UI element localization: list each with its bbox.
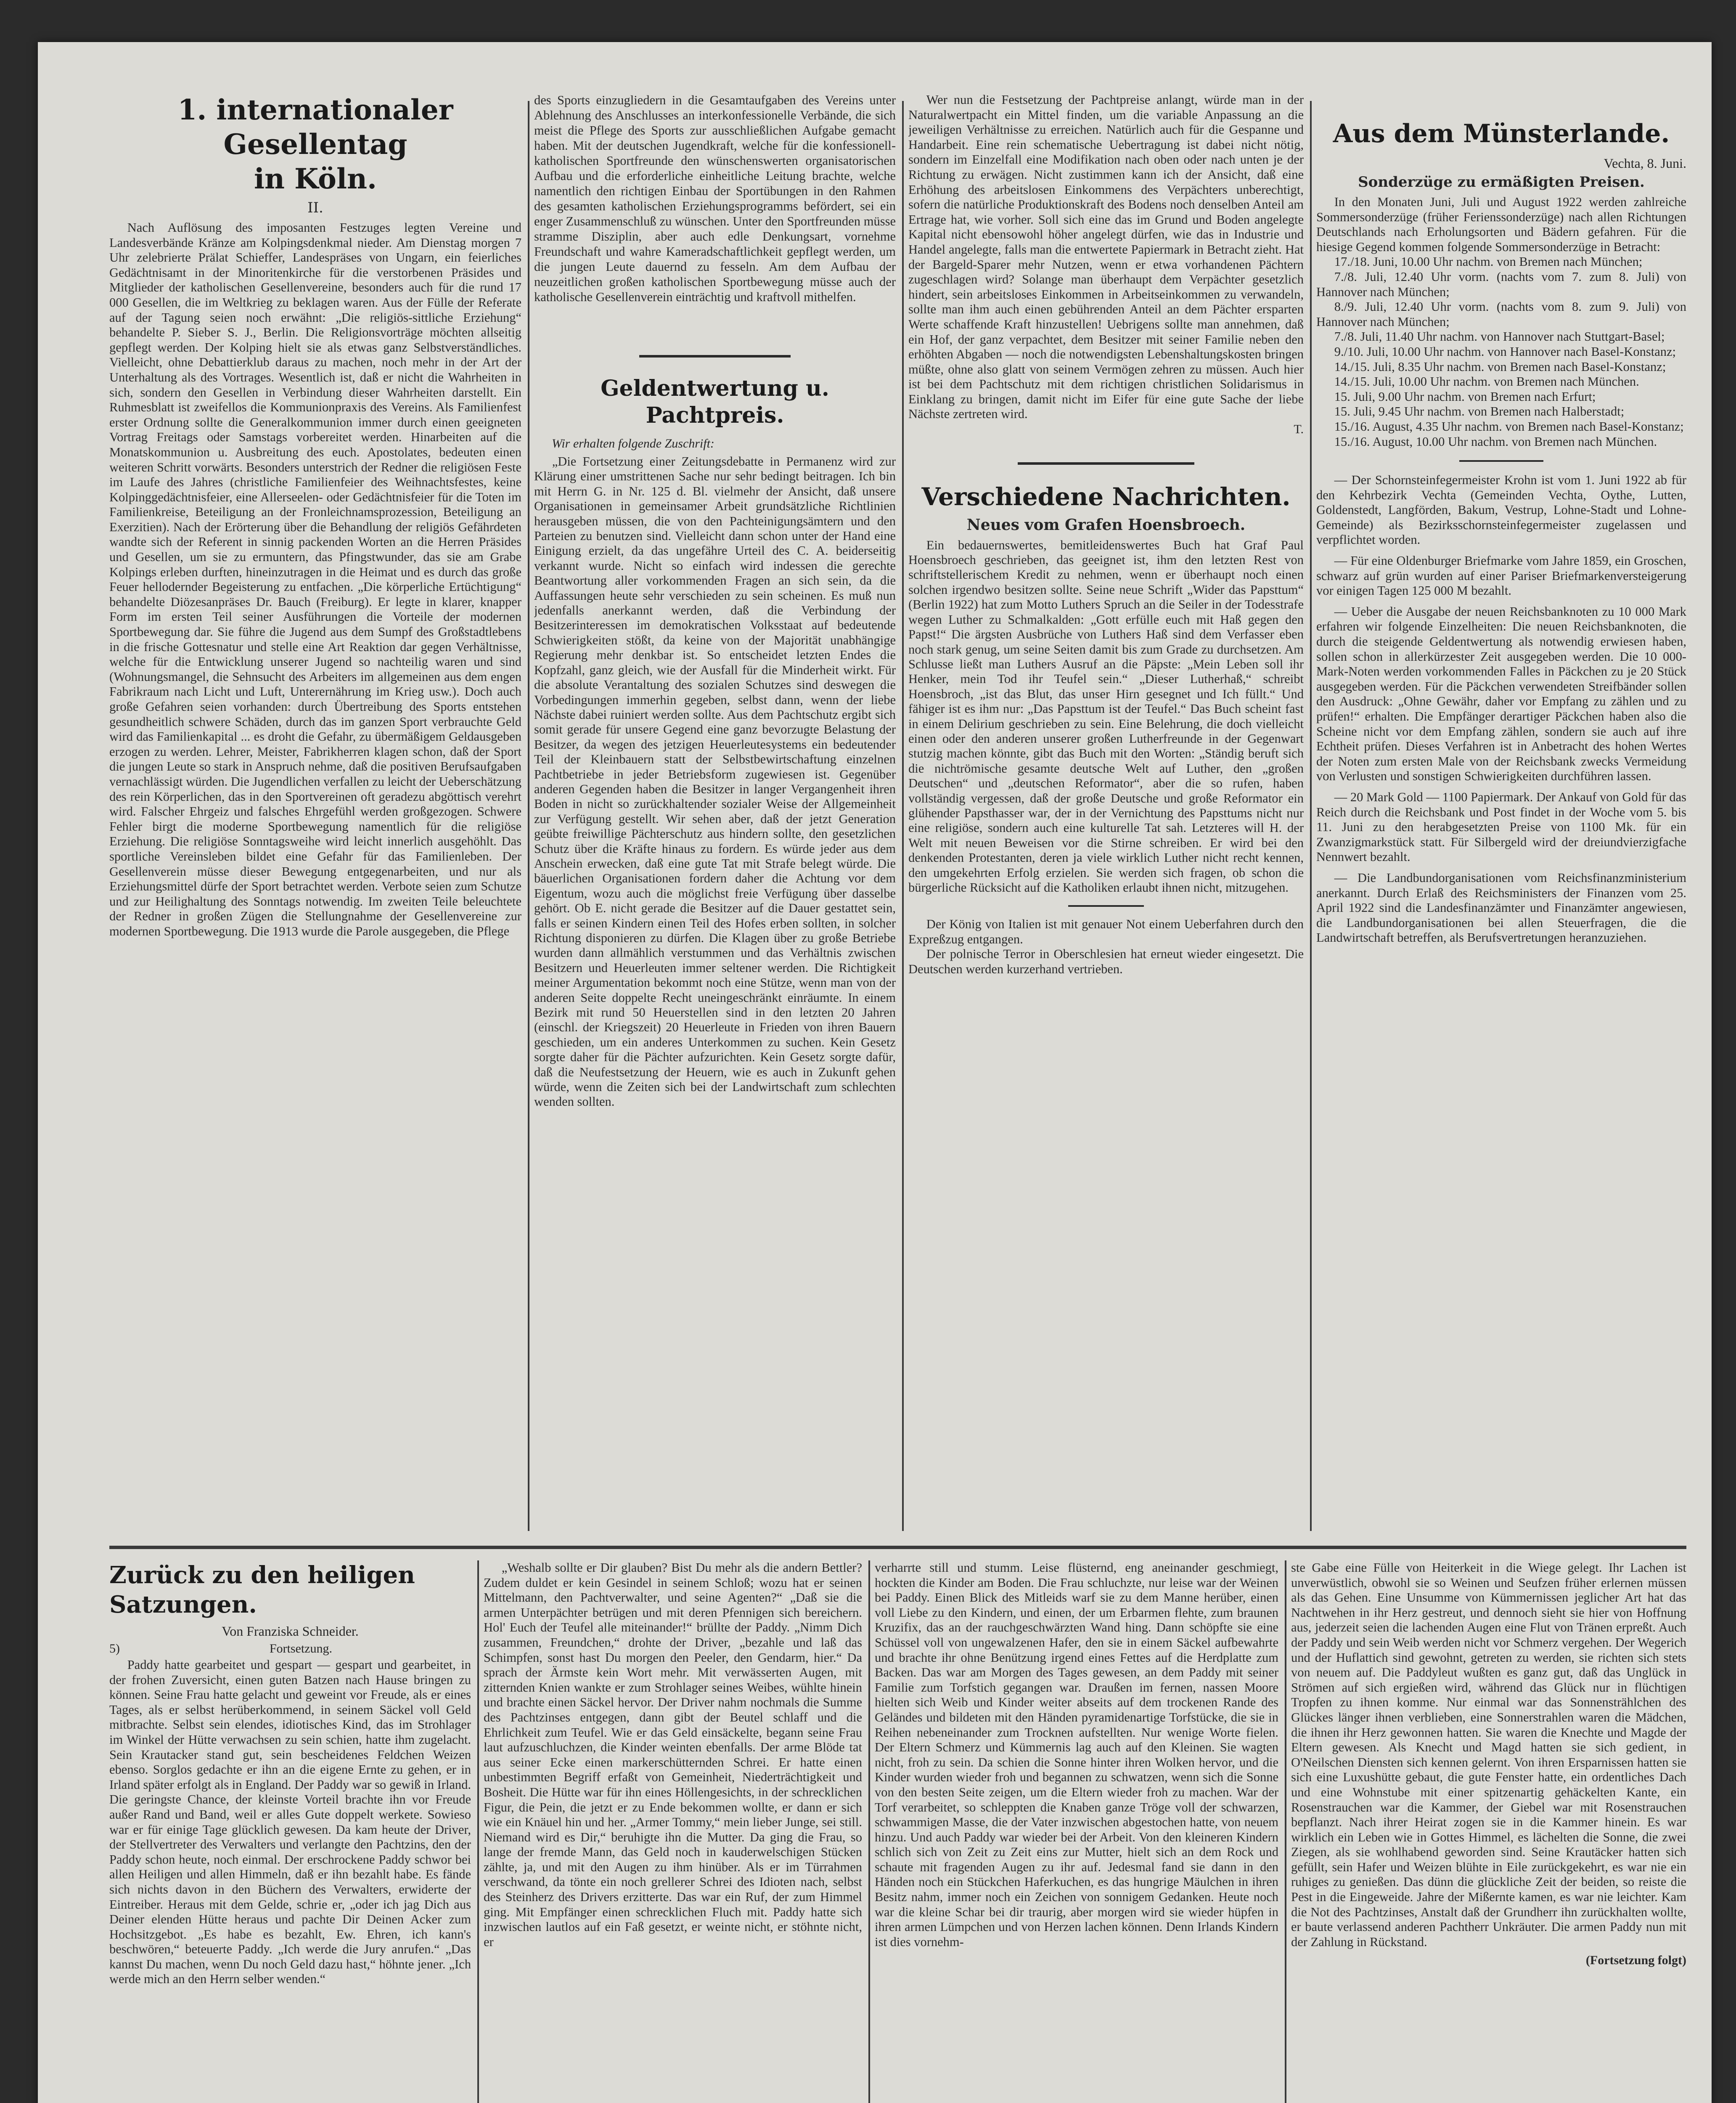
article-body-geldentwertung: [534, 454, 896, 1110]
serial-column-2: [484, 1560, 862, 2103]
serial-body-2: [484, 1560, 862, 1949]
serial-body-4: [1291, 1560, 1686, 1968]
train-item: 7./8. Juli, 11.40 Uhr nachm. von Hannover nach Stuttgart-Basel;: [1334, 329, 1665, 344]
news-item-oberschlesien: Der polnische Terror in Oberschlesien hat erneut wieder eingesetzt. Die Deutschen werden kurzerhand vertrieben.: [908, 947, 1304, 976]
serial-column-1: [109, 1560, 471, 2103]
article-title-gesellentag: [109, 93, 521, 196]
train-item: 8./9. Juli, 12.40 Uhr vorm. (nachts vom 8. zum 9. Juli) von Hannover nach München;: [1316, 299, 1686, 329]
article-title-verschiedene: Verschiedene Nachrichten.: [921, 482, 1291, 511]
train-item: 15. Juli, 9.45 Uhr nachm. von Bremen nach Halberstadt;: [1334, 404, 1625, 419]
article-body-gesellentag: [109, 220, 521, 939]
article-part: II.: [307, 199, 323, 216]
column-3: [908, 93, 1304, 1539]
serial-column-3: [875, 1560, 1278, 2103]
train-item: 17./18. Juni, 10.00 Uhr nachm. von Bremen nach München;: [1334, 254, 1643, 269]
train-item: 15. Juli, 9.00 Uhr nachm. von Bremen nach Erfurt;: [1334, 389, 1596, 404]
column-divider: [902, 101, 904, 1531]
serial-title: Zurück zu den heiligen Satzungen.: [109, 1561, 415, 1618]
item-separator: [1068, 905, 1144, 907]
column-divider: [868, 1560, 870, 2103]
article-body-gesellentag-cont: [534, 93, 896, 305]
article-body-muensterlande: [1316, 195, 1686, 946]
serial-body-3: [875, 1560, 1278, 1949]
article-paragraph: Ein bedauernswertes, bemitleidenswertes Buch hat Graf Paul Hoensbroech geschrieben, das geeignet ist, ihm den letzten Rest von schriftstellerischem Kredit zu nehmen, wenn er überhaupt noch einen solchen irgendwo besitzen sollte. Seine neue Schrift „Wider das Papsttum“ (Berlin 1922) hat zum Motto Luthers Spruch an die Seiler in der Todesstrafe wegen Luther zu Schmalkalden: „Gott erfülle euch mit Haß gegen den Papst!“ Die ärgsten Ausbrüche von Luthers Haß sind dem Verfasser eben noch stark genug, um seine Seiten damit bis zum Grade zu durchsetzen. Am Schlusse ließt man Luthers Ausruf an die Päpste: „Mein Leben soll ihr Henker, mein Tod ihr Teufel sein.“ „Dieser Lutherhaß,“ schreibt Hoensbroch, „ist das Blut, das unser Hirn gesegnet und Ich füllt.“ Und fähiger ist es ihm nur: „Das Papsttum ist der Teufel.“ Das Buch scheint fast in einem Delirium geschrieben zu sein. Eine Belehrung, die doch vielleicht einen oder den anderen unserer großen Lutherfreunde in der Gegenwart stutzig machen könnte, gibt das Buch mit den Worten: „Ständig beruft sich die nichtrömische gesamte deutsche Welt auf Luther, den „großen Deutschen“ und „deutschen Reformator“, aber die so rufen, haben vollständig vergessen, daß der große Deutsche und große Reformator ein glühender Papsthasser war, der in der Vernichtung des Papsttums nicht nur eine religiöse, sondern auch eine kulturelle Tat sah. Letzteres will H. der Welt mit neuen Beweisen vor die Stirne schreiben. Er wird bei den denkenden Protestanten, deren ja viele wirklich Luther nicht recht kennen, den umgekehrten Erfolg erzielen. Sie werden sich fragen, ob schon die bürgerliche Rücksicht auf die Katholiken erlaubt ihnen nicht, mitzugehen.: [908, 538, 1304, 895]
local-news-item: — Ueber die Ausgabe der neuen Reichsbanknoten zu 10 000 Mark erfahren wir folgende Einzelheiten: Die neuen Reichsbanknoten, die durch die steigende Geldentwertung als notwendig erwiesen haben, sollen schon in allerkürzester Zeit ausgegeben werden. Die 10 000-Mark-Noten werden vorkommenden Falles in Päckchen zu je 20 Stück ausgegeben werden. Für die Päckchen verwendeten Streifbänder sollen den Ausdruck: „Ohne Gewähr, daher vor Empfang zu zählen und zu prüfen!“ erhalten. Die Empfänger derartiger Päckchen haben also die Scheine nicht vor dem Empfang zählen, sondern sie auch auf ihre Echtheit prüfen. Dieses Verfahren ist in Anbetracht des hohen Wertes der Noten zum ersten Male von der Reichsbank zwecks Vermeidung von Verlusten und sonstigen Schwierigkeiten durchführen lassen.: [1316, 604, 1686, 784]
serial-author: Von Franziska Schneider.: [222, 1624, 359, 1639]
article-separator: [1018, 462, 1194, 465]
column-2: [534, 93, 896, 1539]
train-item: 15./16. August, 10.00 Uhr nachm. von Bremen nach München.: [1334, 434, 1657, 449]
serial-paragraph: ste Gabe eine Fülle von Heiterkeit in die Wiege gelegt. Ihr Lachen ist unverwüstlich, obwohl sie so Weinen und Seufzen früher erlernen müssen als das Gehen. Eine Unsumme von Kümmernissen jeglicher Art hat das Nachtwehen in ihr Herz gestreut, und dennoch sieht sie hier von Hoffnung aus, jederzeit seien die lachenden Augen eine Flut von Tränen erpreßt. Auch der Paddy und sein Weib werden nicht vor Schmerz vergehen. Der Wegerich und der Huflattich sind gewohnt, getreten zu werden, sie richten sich stets von neuem auf. Die Paddyleut wußten es ganz gut, daß das Unglück in Strömen auf sich ergießen wird, während das Glück nur in flüchtigen Tropfen zu ihnen komme. Nur einmal war das Sonnenstrählchen des Glückes länger ihnen verblieben, eine Sonnerstrahlen waren die Mädchen, die ihnen ihr Herz gewonnen hatten. Sie waren die Knechte und Magde der Eltern gewesen. Als Knecht und Magd hatten sie sich gedient, in O'Neilschen Diensten sich kennen gelernt. Von ihren Ersparnissen hatten sie sich eine Luxushütte gebaut, die gute Fenster hatte, ein ordentliches Dach und eine Wohnstube mit einer spitzenartig gehäckelten Kante, ein Rosenstrauchen war die Kammer, der Giebel war mit Rosenstrauchen bepflanzt. Nach ihrer Heirat zogen sie in die Kammer hinein. Es war wirklich ein Leben wie in Gottes Himmel, es lächelten die Sonne, die zwei Ziegen, als sie wohlhabend geworden sind. Seine Krautäcker hatten sich gefüllt, sein Hafer und Weizen blühte in Eile zurückgekehrt, es war nie ein ruhiges zu genießen. Das dünn die glückliche Zeit der beiden, so reiste die Pest in die Eingeweide. Jahre der Mißernte kamen, es war nie leichter. Kam die Not des Pachtzinses, Anstalt daß der Grundherr ihn zurückhalten wollte, er baute verlassend anderen Pachtherr Unkräuter. Die armen Paddy nun mit der Zahlung in Rückstand.: [1291, 1560, 1686, 1949]
serial-paragraph: Paddy hatte gearbeitet und gespart — gespart und gearbeitet, in der frohen Zuversicht, einen guten Batzen nach Hause bringen zu können. Seine Frau hatte gelacht und geweint vor Freude, als er eines Tages, als er selbst herüberkommend, in seinem Säckel voll Geld mitbrachte. Selbst sein elendes, idiotisches Kind, das im Strohlager im Winkel der Hütte verwachsen zu sein schien, hatte ihm zugelacht. Sein Krautacker stand gut, sein bescheidenes Feldchen Weizen ebenso. Sorglos gedachte er ihn an die eigene Ernte zu gehen, er in Irland später erfolgt als in England. Der Paddy war so gewiß in Irland. Die geringste Chance, der kleinste Vorteil brachte ihn vor Freude außer Rand und Band, weil er alles Gute doppelt werkete. Sowieso war er für einige Tage glücklich gewesen. Da kam heute der Driver, der Stellvertreter des Verwalters und verlangte den Pachtzins, den der Paddy schon heute, noch einmal. Der erschrockene Paddy schwor bei allen Heiligen und allen Himmeln, daß er ihn bezahlt habe. Es fände sich nichts davon in den Büchern des Verwalters, erwiderte der Eintreiber. Heraus mit dem Gelde, schrie er, „oder ich jag Dich aus Deiner elenden Hütte heraus und pachte Dir Deinen Acker zum Hochsitzgebot. „Es habe es bezahlt, Ew. Ehren, ich kann's beschwören,“ beteuerte Paddy. „Ich werde die Jury anrufen.“ „Das kannst Du machen, wenn Du noch Geld dazu hast,“ höhnte jener. „Ich werde mich an den Herrn selber wenden.“: [109, 1658, 471, 1986]
newspaper-page: [38, 42, 1712, 2103]
serial-end-note: (Fortsetzung folgt): [1585, 1953, 1686, 1968]
article-paragraph: „Die Fortsetzung einer Zeitungsdebatte in Permanenz wird zur Klärung einer umstrittenen Sache nur sehr bedingt beitragen. Ich bin mit Herrn G. in Nr. 125 d. Bl. vielmehr der Ansicht, daß unsere Organisationen in gemeinsamer Arbeit grundsätzliche Richtlinien herausgeben müssen, die von den Pachteinigungsämtern und den Parteien zu benutzen sind. Vielleicht dann schon unter der Hand eine Einigung erzielt, da das ungefähre Urteil des C. A. beiderseitig verkannt wurde. Nicht so einfach wird indessen die gerechte Beantwortung aller vorkommenden Fragen an sich sein, da die Auffassungen heute sehr verschieden zu sein scheinen. Es muß nun jedenfalls anerkannt werden, daß die Verbindung der Besitzerinteressen im demokratischen Volksstaat auf bedeutende Schwierigkeiten stößt, da keine von der Majorität unabhängige Regierung mehr denkbar ist. So entscheidet letzten Endes die Kopfzahl, ganz gleich, wie der Ausfall für die Minderheit wirkt. Für die absolute Verantaltung des sozialen Schutzes sind deswegen die Vorbedingungen immerhin gegeben, selbst dann, wenn der liebe Nächste dabei ruiniert werden sollte. Aus dem Pachtschutz ergibt sich somit gerade für unsere Gegend eine ganz bevorzugte Belastung der Besitzer, da wegen des jetzigen Heuerleutesystems ein bedeutender Teil der Kleinbauern statt der Selbstbewirtschaftung einzelnen Pachtbetriebe in jeder Betriebsform zugewiesen ist. Gegenüber anderen Gegenden haben die Besitzer in langer Vergangenheit ihren Boden in nicht so zurückhaltender sozialer Weise der Allgemeinheit zur Verfügung gestellt. Wir sehen aber, daß der jetzt Generation geübte freiwillige Pächterschutz aus hindern sollte, den gesetzlichen Schutz über die Kräfte hinaus zu fordern. Es würde jeder aus dem Anschein erwecken, daß eine gute Tat mit Strafe belegt würde. Die bäuerlichen Organisationen fordern daher die Achtung vor dem Eigentum, wozu auch die möglichst freie Verfügung über dasselbe gehört. Ob E. nicht gerade die Besitzer auf die Dauer gestattet sein, falls er seinen Kindern einen Teil des Hofes erben sollten, in solcher Richtung disponieren zu dürfen. Die Klagen über zu große Betriebe wurden dann allmählich verstummen und das Verhältnis zwischen Besitzern und Heuerleuten immer seltener werden. Die Richtigkeit meiner Argumentation bekommt noch eine Stütze, wenn man von der anderen Seite doppelte Recht uneingeschränkt einräumte. In einem Bezirk mit rund 50 Heuerstellen sind in den letzten 20 Jahren (einschl. der Kriegszeit) 20 Heuerleute in Frieden von ihren Bauern geschieden, um ein anderes Unterkommen zu suchen. Kein Gesetz sorgte daher für die Pächter aufzurichten. Kein Gesetz sorgte dafür, daß die Neufestsetzung der Heuern, wie es auch in Zukunft gehen würde, wenn die Zeiten sich bei der Landwirtschaft zum schlechten wenden sollten.: [534, 454, 896, 1109]
column-divider: [1310, 101, 1312, 1531]
serial-chapter: 5): [109, 1642, 120, 1655]
train-item: 9./10. Juli, 10.00 Uhr nachm. von Hannover nach Basel-Konstanz;: [1334, 344, 1676, 359]
article-body-pachtpreis-cont: [908, 93, 1304, 437]
news-item-italy: Der König von Italien ist mit genauer Not einem Ueberfahren durch den Expreßzug entgangen.: [908, 917, 1304, 946]
column-divider: [477, 1560, 479, 2103]
title-line-1: 1. internationaler Gesellentag: [177, 93, 453, 161]
local-news-item: — 20 Mark Gold — 1100 Papiermark. Der Ankauf von Gold für das Reich durch die Reichsbank und Post findet in der Woche vom 5. bis 11. Juni zu den herabgesetzten Preise von 1100 Mk. für ein Zwanzigmarkstück statt. Für Silbergeld wird der dreiundvierzigfache Nennwert bezahlt.: [1316, 789, 1686, 864]
article-paragraph: Wer nun die Festsetzung der Pachtpreise anlangt, würde man in der Naturalwertpacht ein Mittel finden, um die variable Anpassung an die jeweiligen Verhältnisse zu erreichen. Natürlich auch für die Gespanne und Handarbeit. Eine rein schematische Uebertragung ist dabei nicht nötig, sondern im Einzelfall eine Modifikation nach oben oder nach unten je der Richtung zu erwägen. Nicht zustimmen kann ich der Ansicht, daß eine Erhöhung des arbeitslosen Einkommens des Verpächters unberechtigt, sofern die natürliche Produktionskraft des Bodens noch denselben Anteil am Ertrage hat, wie vorher. Soll sich eine das im Grund und Boden angelegte Kapital nicht ebensowohl höher angelegt dürfen, wie das in Industrie und Handel angelegte, falls man die entwertete Papiermark in Betracht zieht. Hat der Bargeld-Sparer mehr Nutzen, wenn er etwa vorhandenen Pächtern zugeschlagen wird? Solange man überhaupt dem Verpächter gesetzlich hindert, sein arbeitsloses Einkommen in Arbeitseinkommen zu verwandeln, sollte man ihm auch einen gebührenden Anteil an dem Pächter ersparten Werte schaffende Kraft hinzustellen! Uebrigens sollte man annehmen, daß ein Hof, der ganz verpachtet, dem Besitzer mit seiner Familie neben den erhöhten Abgaben — noch die notwendigsten Lebenshaltungskosten bringen müßte, ohne also glatt von seinem Vermögen zehren zu müssen. Auch hier ist bei dem Pachtschutz mit dem richtigen christlichen Solidarismus in Einklang zu bringen, damit nicht im Eifer für eine gute Sache der liebe Nächste zertreten wird.: [908, 93, 1304, 421]
train-item: 14./15. Juli, 10.00 Uhr nachm. von Bremen nach München.: [1334, 374, 1639, 389]
local-news-item: — Der Schornsteinfegermeister Krohn ist vom 1. Juni 1922 ab für den Kehrbezirk Vechta (Gemeinden Vechta, Oythe, Lutten, Goldenstedt, Langförden, Bakum, Vestrup, Lohne-Stadt und Lohne-Gemeinde) als Bezirksschornsteinfegermeister zugelassen und verpflichtet worden.: [1316, 473, 1686, 547]
article-subtitle-hoensbroech: Neues vom Grafen Hoensbroech.: [966, 516, 1246, 534]
train-item: 14./15. Juli, 8.35 Uhr nachm. von Bremen nach Basel-Konstanz;: [1334, 359, 1666, 374]
train-item: 7./8. Juli, 12.40 Uhr vorm. (nachts vom 7. zum 8. Juli) von Hannover nach München;: [1316, 269, 1686, 299]
serial-continuation: Fortsetzung.: [269, 1642, 332, 1655]
article-paragraph: Nach Auflösung des imposanten Festzuges legten Vereine und Landesverbände Kränze am Kolpingsdenkmal nieder. Am Dienstag morgen 7 Uhr zelebrierte Prälat Schieffer, Landespräses von Ungarn, ein feierliches Gedächtnisamt in der Minoritenkirche für die verstorbenen Präsides und Mitglieder der katholischen Gesellenvereine, besonders auch für die rund 17 000 Gesellen, die im Weltkrieg zu beklagen waren. Aus der Fülle der Referate auf der Tagung seien noch erwähnt: „Die religiös-sittliche Erziehung“ behandelte P. Sieber S. J., Berlin. Die Religionsvorträge möchten allseitig gepflegt werden. Der Kolping hielt sie als etwas ganz Selbstverständliches. Vielleicht, ohne Debattierklub daraus zu machen, noch mehr in der Art der Unterhaltung als des Vortrages. Wesentlich ist, daß er nicht die Wahrheiten in sich, sondern den Gesellen in Verbindung dieser Wahrheiten darstellt. Ein Ruhmesblatt ist zweifellos die Kommunionpraxis des Vereins. Als Familienfest erster Ordnung sollte die Generalkommunion immer durch einen geeigneten Vortrag Freitags oder Samstags vorbereitet werden. Hinarbeiten auf die Monatskommunion u. Ausbreitung des euch. Apostolates, bedeuten einen weiteren Schritt vorwärts. Besonders unterstrich der Redner die religiösen Feste im Laufe des Jahres (christliche Familienfeier des Weihnachtsfestes, keine Kolpinggedächtnisfeier, eine Allerseelen- oder Gedächtnisfeier für die Toten im Familienkreise, Beteiligung an der Fronleichnamsprozession, Beteiligung an Exerzitien). Nach der Erörterung über die Behandlung der religiös Gefährdeten wandte sich der Referent in sinnig packenden Worten an die Herren Präsides und Gesellen, um sie zu ermuntern, das Pfingstwunder, das sie am Grabe Kolpings erleben durften, hineinzutragen in die Heimat und es durch das große Feuer hellodernder Begeisterung zu entfachen. „Die körperliche Ertüchtigung“ behandelte Diözesanpräses Dr. Bauch (Freiburg). Er legte in klarer, knapper Form im ersten Teil seiner Ausführungen die Vorteile der modernen Sportbewegung dar. Sie führe die Jugend aus dem Sumpf des Großstadtlebens in die frische Gottesnatur und stelle eine Art Reaktion dar gegen Verhältnisse, welche für die Entwicklung unserer Jugend so nachteilig waren und sind (Wohnungsmangel, die Sehnsucht des Arbeiters im allgemeinen aus dem engen Fabrikraum nach Licht und Luft, Unterernährung im Krieg usw.). Doch auch große Gefahren seien vorhanden: durch Übertreibung des Sports entstehen gesundheitlich schwere Schäden, durch das im ganzen Sport verbrauchte Geld wird das Familienkapital ... es droht die Gefahr, zu übermäßigem Geldausgeben erzogen zu werden. Lehrer, Meister, Fabrikherren klagen schon, daß der Sport die jungen Leute so stark in Anspruch nehme, daß die positiven Berufsaufgaben vernachlässigt würden. Die Jugendlichen verfallen zu leicht der Ueberschätzung des rein Körperlichen, das in den Sportvereinen oft geradezu abgöttisch verehrt wird. Falscher Ehrgeiz und falsches Ehrgefühl werden großgezogen. Schwere Fehler birgt die moderne Sportbewegung namentlich für die religiöse Erziehung. Die religiöse Sonntagsweihe wird leicht innerlich ausgehöhlt. Das sportliche Vereinsleben bildet eine Gefahr für das Familienleben. Der Gesellenverein müsse dieser Bewegung entgegenarbeiten, und nur als Erziehungsmittel dürfe der Sport betrachtet werden. Verbote seien zum Schutze und zur Heilighaltung des Sonntags notwendig. Im zweiten Teile beleuchtete der Redner in großen Zügen die Stellungnahme der Gesellenvereine zur modernen Sportbewegung. Die 1913 wurde die Parole ausgegeben, die Pflege: [109, 220, 521, 938]
serial-body-1: [109, 1658, 471, 1987]
train-list: [1316, 254, 1686, 449]
article-title-muensterlande: Aus dem Münsterlande.: [1333, 119, 1670, 148]
serial-header-row: [109, 1642, 471, 1656]
article-separator: [639, 355, 791, 358]
local-news-item: — Für eine Oldenburger Briefmarke vom Jahre 1859, ein Groschen, schwarz auf grün wurden auf einer Pariser Briefmarkenversteigerung vor einigen Tagen 125 000 M bezahlt.: [1316, 554, 1686, 598]
title-line-2: in Köln.: [254, 162, 377, 195]
serial-column-4: [1291, 1560, 1686, 2103]
article-paragraph: des Sports einzugliedern in die Gesamtaufgaben des Vereins unter Ablehnung des Anschlusses an interkonfessionelle Verbände, die sich meist die Pflege des Sports zur ausschließlichen Aufgabe gemacht haben. Mit der deutschen Jugendkraft, welche für die konfessionell-katholischen Sportfreunde den wünschenswerten organisatorischen Aufbau und die erforderliche einheitliche Leitung brachte, welche namentlich den richtigen Einbau der Sportübungen in den Rahmen des gesamten katholischen Erziehungsprogramms befördert, sei ein enger Zusammenschluß zu wünschen. Unter den Sportfreunden müsse stramme Disziplin, aber auch edle Denkungsart, vornehme Freundschaft und wahre Kameradschaftlichkeit gepflegt werden, um die jungen Leute dauernd zu fesseln. Am dem Aufbau der neuzeitlichen großen katholischen Sportbewegung müsse auch der katholische Gesellenverein einträchtig und kraftvoll mithelfen.: [534, 93, 896, 304]
article-title-geldentwertung: Geldentwertung u. Pachtpreis.: [601, 376, 829, 428]
column-divider: [1285, 1560, 1286, 2103]
news-list: [1316, 473, 1686, 946]
article-subtitle-sonderzuege: Sonderzüge zu ermäßigten Preisen.: [1358, 174, 1645, 191]
section-divider: [109, 1546, 1686, 1549]
train-item: 15./16. August, 4.35 Uhr nachm. von Bremen nach Basel-Konstanz;: [1334, 419, 1684, 434]
serial-paragraph: „Weshalb sollte er Dir glauben? Bist Du mehr als die andern Bettler? Zudem duldet er kein Gesindel in seinem Schloß; wozu hat er seinen Mittelmann, den Pachtverwalter, und seine Agenten?“ „Daß sie die armen Unterpächter betrügen und mit deren Pfennigen sich bereichern. Hol' Euch der Teufel alle miteinander!“ brüllte der Paddy. „Nimm Dich zusammen, Freundchen,“ drohte der Driver, „bezahle und laß das Schimpfen, sonst hast Du morgen den Peeler, den Gendarm, hier.“ Da sprach der Ärmste kein Wort mehr. Mit verwässerten Augen, mit zitternden Knien wankte er zum Strohlager seines Weibes, wühlte hinein und brachte einen Säckel hervor. Der Driver nahm nochmals die Summe des Pachtzinses entgegen, dann gibt der Beutel schlaff und die Ehrlichkeit zum Teufel. Wie er das Geld einsäckelte, begann seine Frau laut aufzuschluchzen, die Kinder weinten ebenfalls. Der arme Blöde tat aus seiner Ecke einen markerschütternden Schrei. Er hatte einen unbestimmten Begriff erfaßt von Gemeinheit, Niederträchtigkeit und Bosheit. Die Hütte war für ihn eines Höllengesichts, in der schrecklichen Figur, die Pein, die jetzt er zu Ende bekommen wollte, er dann er sich wie ein Knäuel hin und her. „Armer Tommy,“ mein lieber Junge, sei still. Niemand wird es Dir,“ beruhigte ihn die Mutter. Da ging die Frau, so lange der fremde Mann, das Geld noch in kauderwelschigen Stücken zählte, ja, und mit den Augen zu ihm hinüber. Als er im Türrahmen verschwand, da tönte ein noch grellerer Schrei des Idioten nach, selbst des Steinherz des Drivers erzitterte. Das war ein Ruf, der zum Himmel ging. Mit Empfänger einen schrecklichen Fluch mit. Paddy hatte sich inzwischen lautlos auf ein Faß gesetzt, er weinte nicht, er stöhnte nicht, er: [484, 1560, 862, 1949]
column-1: [109, 93, 521, 1539]
serial-paragraph: verharrte still und stumm. Leise flüsternd, eng aneinander geschmiegt, hockten die Kinder am Boden. Die Frau schluchzte, nur leise war der Weinen bei Paddy. Einen Blick des Mitleids warf sie zu dem Manne herüber, einen voll Liebe zu den Kindern, und einen, der um Erbarmen flehte, zum braunen Kruzifix, das an der rauchgeschwärzten Wand hing. Dann schöpfte sie eine Schüssel voll von ungewalzenen Hafer, den sie in einem Säckel aufbewahrte und brachte ihr ohne Benützung irgend eines Fettes auf die Herdplatte zum Backen. Das war am Morgen des Tages gewesen, an dem Paddy mit seiner Familie zum Torfstich gegangen war. Draußen im fernen, nassen Moore hielten sich Weib und Kinder weiter abseits auf dem trockenen Rande des Geländes und bildeten mit den Händen pyramidenartige Torfstücke, die sie in Reihen nebeneinander zum Trocknen aufstellten. Nur wenige Worte fielen. Der Eltern Schmerz und Kümmernis lag auch auf den Kleinen. Sie wagten nicht, froh zu sein. Da schien die Sonne hinter ihren Wolken hervor, und die Kinder wurden wieder froh und begannen zu schwatzen, wenn sich die Sonne von den besten Seite zeigen, um die Eltern wieder froh zu machen. War der Torf verarbeitet, so schleppten die Knaben ganze Tröge voll der schwarzen, schwammigen Masse, die der Vater inzwischen abgestochen hatte, von neuem hinzu. Und auch Paddy war wieder bei der Arbeit. Von den kleineren Kindern schlich sich von Zeit zu Zeit eins zur Mutter, hielt sich an dem Rock und schaute mit fragenden Augen zu ihr auf. Jedesmal fand sie dann in den Händen noch ein Stückchen Haferkuchen, es das hungrige Mäulchen in ihren Besitz nahm, immer noch ein Zeichen von sonnigem Gedanken. Heute noch war die kleine Schar bei dir traurig, aber morgen wird sie wieder hüpfen in ihren armen Lümpchen und von Herzen lachen können. Denn Irlands Kindern ist dies vornehm-: [875, 1560, 1278, 1949]
item-separator: [1459, 460, 1543, 462]
article-paragraph: In den Monaten Juni, Juli und August 1922 werden zahlreiche Sommersonderzüge (früher Ferienssonderzüge) nach allen Richtungen Deutschlands nach Erholungsorten und Bädern gefahren. Für die hiesige Gegend kommen folgende Sommersonderzüge in Betracht:: [1316, 195, 1686, 254]
local-news-item: — Die Landbundorganisationen vom Reichsfinanzministerium anerkannt. Durch Erlaß des Reichsministers der Finanzen vom 25. April 1922 sind die Landesfinanzämter und Finanzämter angewiesen, die Landbundorganisationen bei allen Steuerfragen, die die Landwirtschaft betreffen, als Berufsvertretungen heranzuziehen.: [1316, 870, 1686, 945]
article-body-verschiedene: [908, 538, 1304, 977]
column-divider: [528, 101, 529, 1531]
article-intro: Wir erhalten folgende Zuschrift:: [552, 437, 715, 450]
column-4: [1316, 93, 1686, 1539]
article-dateline: Vechta, 8. Juni.: [1604, 156, 1686, 171]
article-signature: T.: [1294, 422, 1304, 437]
